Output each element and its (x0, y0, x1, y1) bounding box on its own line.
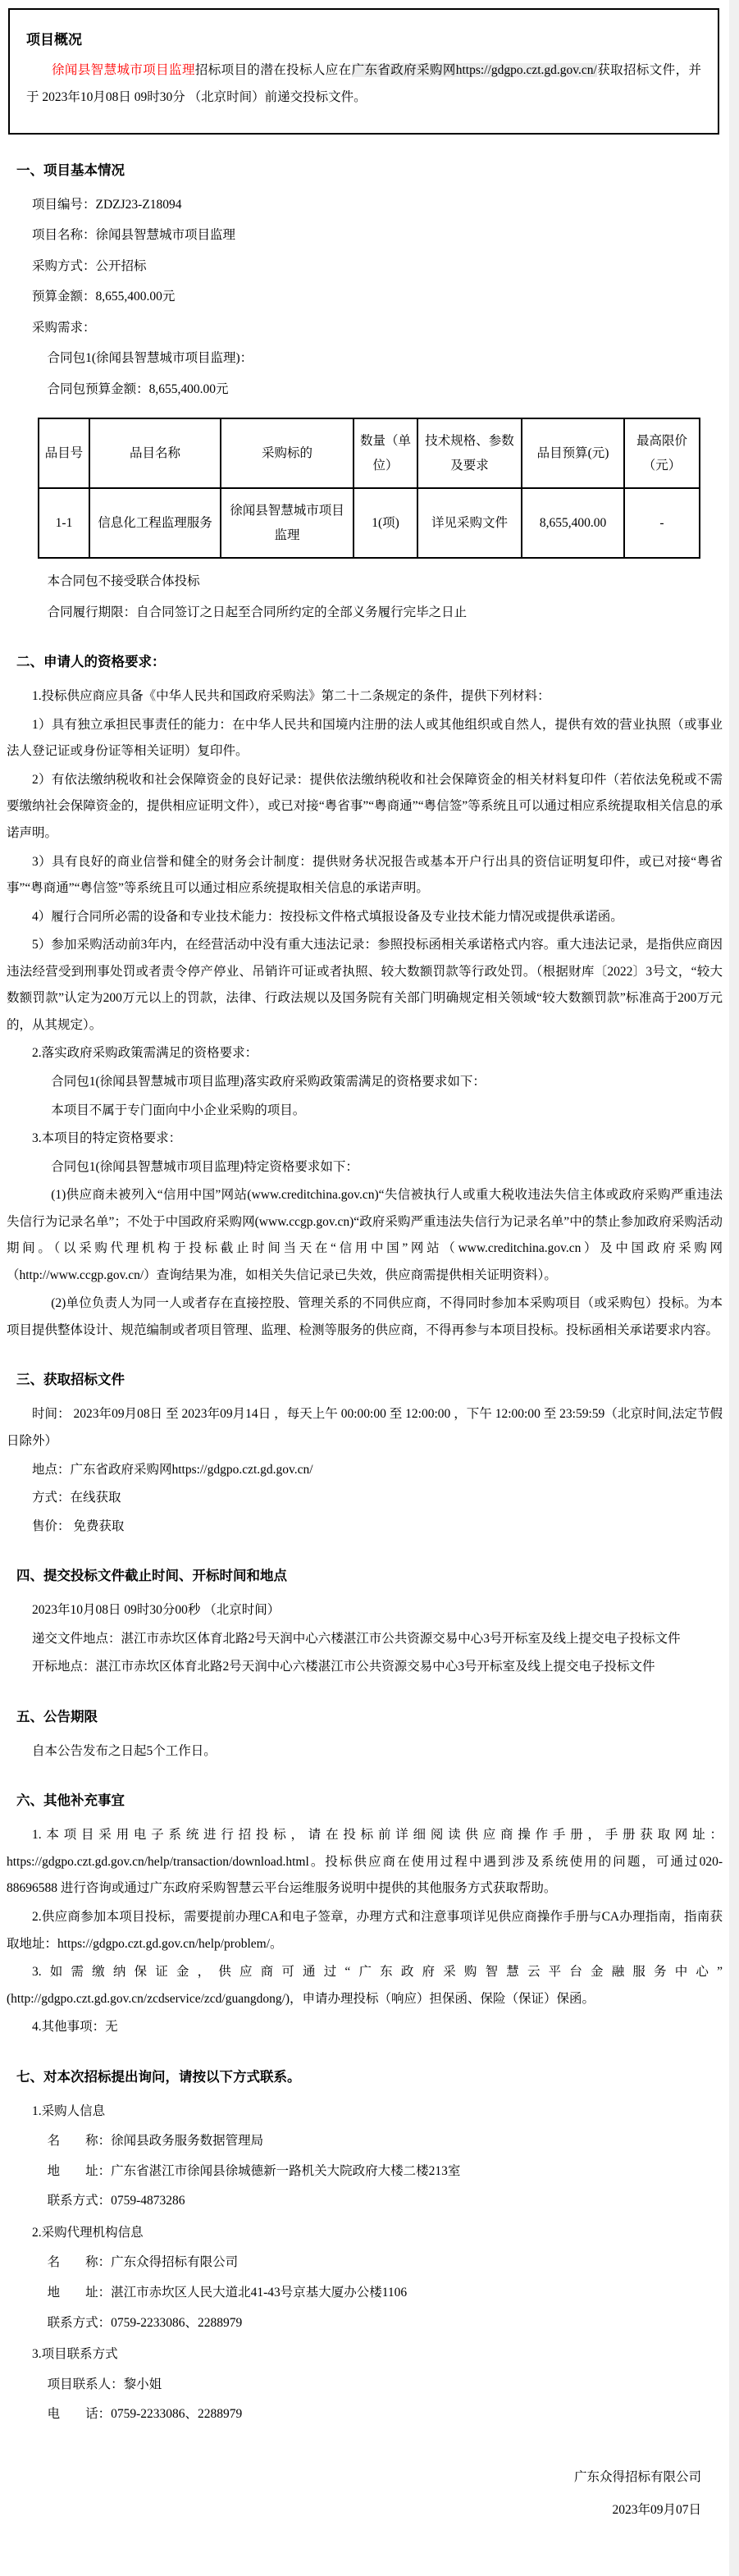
cell-item-no: 1-1 (39, 488, 89, 558)
package-budget-line: 合同包预算金额：8,655,400.00元 (47, 381, 229, 396)
project-contact-person-line: 项目联系人：黎小姐 (47, 2377, 162, 2391)
package-title-line: 合同包1(徐闻县智慧城市项目监理)： (47, 351, 253, 366)
agency-name-line: 名 称：广东众得招标有限公司 (47, 2255, 239, 2270)
qualification-paragraph: 5）参加采购活动前3年内，在经营活动中没有重大违法记录：参照投标函相关承诺格式内容。重大违法记录，是指供应商因违法经营受到刑事处罚或者责令停产停业、吊销许可证或者执照、较大数额罚款等行政处罚。（根据财库〔2022〕3号文，“较大数额罚款”认定为200万元以上的罚款，法律、行政法规以及国务院有关部门明确规定相关领域“较大数额罚款”标准高于200万元的，从其规定）。 (7, 938, 723, 1032)
qualification-paragraph: 1）具有独立承担民事责任的能力：在中华人民共和国境内注册的法人或其他组织或自然人，提供有效的营业执照（或事业法人登记证或身份证等相关证明）复印件。 (7, 717, 723, 759)
overview-box (8, 8, 719, 135)
section-7-heading: 七、对本次招标提出询问，请按以下方式联系。 (16, 2068, 301, 2085)
qualification-paragraph: 合同包1(徐闻县智慧城市项目监理)特定资格要求如下： (51, 1159, 358, 1174)
contact-group-purchaser-title: 1.采购人信息 (32, 2103, 106, 2118)
overview-tail-text: 获取招标文件，并于 2023年10月08日 09时30分 （北京时间）前递交投标文件。 (26, 63, 701, 105)
cell-subject: 徐闻县智慧城市项目监理 (221, 488, 354, 558)
cell-spec: 详见采购文件 (417, 488, 522, 558)
table-row (39, 488, 700, 558)
qualification-paragraph: 1.投标供应商应具备《中华人民共和国政府采购法》第二十二条规定的条件，提供下列材料： (32, 689, 550, 704)
note-no-consortium: 本合同包不接受联合体投标 (47, 574, 200, 589)
qualification-paragraph: 4）履行合同所必需的设备和专业技术能力：按投标文件格式填报设备及专业技术能力情况或提供承诺函。 (32, 909, 623, 924)
qualification-paragraph: 合同包1(徐闻县智慧城市项目监理)落实政府采购政策需满足的资格要求如下： (51, 1074, 486, 1089)
purchaser-name-line: 名 称：徐闻县政务服务数据管理局 (47, 2134, 264, 2149)
agency-address-line: 地 址：湛江市赤坎区人民大道北41-43号京基大厦办公楼1106 (47, 2286, 408, 2300)
contact-group-agency-title: 2.采购代理机构信息 (32, 2225, 144, 2240)
qualification-paragraph: (2)单位负责人为同一人或者存在直接控股、管理关系的不同供应商，不得同时参加本采购项目（或采购包）投标。为本项目提供整体设计、规范编制或者项目管理、监理、检测等服务的供应商，不得再参与本项目投标。投标函相关承诺要求内容。 (7, 1296, 723, 1337)
overview-title: 项目概况 (26, 32, 82, 48)
section-1-heading: 一、项目基本情况 (16, 162, 125, 178)
table-header-subject: 采购标的 (221, 418, 354, 488)
procurement-method-line: 采购方式：公开招标 (32, 258, 147, 273)
demand-line: 采购需求： (32, 320, 96, 335)
supplement-paragraph: 4.其他事项：无 (32, 2020, 118, 2035)
section-5-heading: 五、公告期限 (16, 1708, 98, 1724)
table-header-item-budget: 品目预算(元) (522, 418, 624, 488)
open-place-line: 开标地点：湛江市赤坎区体育北路2号天润中心六楼湛江市公共资源交易中心3号开标室及线上提交电子投标文件 (32, 1660, 655, 1674)
supplement-paragraph: 1.本项目采用电子系统进行招投标，请在投标前详细阅读供应商操作手册，手册获取网址：https://gdgpo.czt.gd.gov.cn/help/transaction/download.html。投标供应商在使用过程中遇到涉及系统使用的问题，可通过020-88696588 进行咨询或通过广东政府采购智慧云平台运维服务说明中提供的其他服务方式获取帮助。 (7, 1828, 723, 1896)
section-6-heading: 六、其他补充事宜 (16, 1793, 125, 1809)
footer-date: 2023年09月07日 (612, 2503, 701, 2518)
doc-method-line: 方式：在线获取 (32, 1491, 121, 1505)
purchaser-address-line: 地 址：广东省湛江市徐闻县徐城德新一路机关大院政府大楼二楼213室 (47, 2163, 461, 2178)
qualification-paragraph: (1)供应商未被列入“信用中国”网站(www.creditchina.gov.cn)“失信被执行人或重大税收违法失信主体或政府采购严重违法失信行为记录名单”；不处于中国政府采购网(www.ccgp.gov.cn)“政府采购严重违法失信行为记录名单”中的禁止参加政府采购活动期间。（以采购代理机构于投标截止时间当天在“信用中国”网站（www.creditchina.gov.cn）及中国政府采购网（http://www.ccgp.gov.cn/）查询结果为准，如相关失信记录已失效，供应商需提供相关证明资料）。 (7, 1188, 723, 1282)
qualification-paragraph: 2）有依法缴纳税收和社会保障资金的良好记录：提供依法缴纳税收和社会保障资金的相关材料复印件（若依法免税或不需要缴纳社会保障资金的，提供相应证明文件），或已对接“粤省事”“粤商通”“粤信签”等系统且可以通过相应系统提取相关信息的承诺声明。 (7, 772, 723, 841)
section-3-heading: 三、获取招标文件 (16, 1372, 125, 1388)
project-name-red: 徐闻县智慧城市项目监理 (52, 63, 195, 77)
qualification-paragraph: 3）具有良好的商业信誉和健全的财务会计制度：提供财务状况报告或基本开户行出具的资信证明复印件，或已对接“粤省事”“粤商通”“粤信签”等系统且可以通过相应系统提取相关信息的承诺声明。 (7, 854, 723, 896)
cell-max-price: - (624, 488, 700, 558)
supplement-paragraph: 2.供应商参加本项目投标，需要提前办理CA和电子签章，办理方式和注意事项详见供应商操作手册与CA办理指南，指南获取地址：https://gdgpo.czt.gd.gov.cn/help/problem/。 (7, 1909, 723, 1951)
table-header-item-name: 品目名称 (89, 418, 221, 488)
agency-phone-line: 联系方式：0759-2233086、2288979 (47, 2315, 243, 2330)
purchaser-phone-line: 联系方式：0759-4873286 (47, 2194, 185, 2208)
cell-item-budget: 8,655,400.00 (522, 488, 624, 558)
table-header-item-no: 品目号 (39, 418, 89, 488)
project-name-line: 项目名称：徐闻县智慧城市项目监理 (32, 228, 236, 243)
cell-item-name: 信息化工程监理服务 (89, 488, 221, 558)
qualification-paragraph: 2.落实政府采购政策需满足的资格要求： (32, 1046, 258, 1061)
table-header-spec: 技术规格、参数及要求 (417, 418, 522, 488)
project-contact-phone-line: 电 话：0759-2233086、2288979 (47, 2407, 243, 2422)
cell-quantity: 1(项) (354, 488, 417, 558)
items-table (38, 418, 700, 559)
table-header-row (39, 418, 700, 488)
table-header-quantity: 数量（单位） (354, 418, 417, 488)
section-4-heading: 四、提交投标文件截止时间、开标时间和地点 (16, 1568, 287, 1584)
deadline-line: 2023年10月08日 09时30分00秒 （北京时间） (32, 1603, 281, 1618)
doc-place-line: 地点：广东省政府采购网https://gdgpo.czt.gd.gov.cn/ (32, 1462, 313, 1477)
overview-lead-text: 招标项目的潜在投标人应在 (194, 63, 352, 77)
section-2-heading: 二、申请人的资格要求： (16, 654, 166, 670)
qualification-paragraph: 本项目不属于专门面向中小企业采购的项目。 (51, 1103, 306, 1117)
project-number-line: 项目编号：ZDZJ23-Z18094 (32, 197, 182, 212)
doc-price-line: 售价： 免费获取 (32, 1519, 125, 1533)
footer-company: 广东众得招标有限公司 (573, 2469, 701, 2484)
note-contract-period: 合同履行期限：自合同签订之日起至合同所约定的全部义务履行完毕之日止 (47, 605, 468, 619)
supplement-paragraph: 3.如需缴纳保证金，供应商可通过“广东政府采购智慧云平台金融服务中心”(http://gdgpo.czt.gd.gov.cn/zcdservice/zcd/guangdong/)，申请办理投标（响应）担保函、保险（保证）保函。 (7, 1965, 723, 2006)
gdgpo-portal-link[interactable]: 广东省政府采购网https://gdgpo.czt.gd.gov.cn/ (351, 63, 597, 77)
qualification-paragraph: 3.本项目的特定资格要求： (32, 1131, 182, 1146)
notice-period-line: 自本公告发布之日起5个工作日。 (32, 1743, 217, 1758)
signature-block (7, 2461, 723, 2528)
submit-place-line: 递交文件地点：湛江市赤坎区体育北路2号天润中心六楼湛江市公共资源交易中心3号开标室及线上提交电子投标文件 (32, 1631, 681, 1646)
budget-line: 预算金额：8,655,400.00元 (32, 290, 176, 304)
contact-group-project-title: 3.项目联系方式 (32, 2347, 118, 2362)
overview-paragraph (26, 57, 701, 112)
table-header-max-price: 最高限价（元） (624, 418, 700, 488)
doc-time-line: 时间： 2023年09月08日 至 2023年09月14日 ，每天上午 00:00:00 至 12:00:00 ，下午 12:00:00 至 23:59:59（北京时间,法定节假日除外） (7, 1407, 723, 1448)
